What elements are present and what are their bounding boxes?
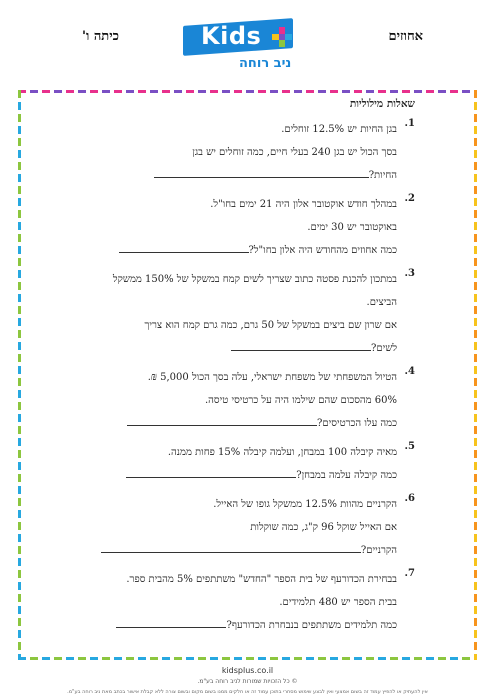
question-line: אם שרון שם ביצים במשקל של 50 גרם, כמה גרם קמח הוא צריך xyxy=(144,320,397,331)
worksheet-content xyxy=(40,98,415,643)
answer-blank[interactable] xyxy=(119,241,249,253)
question-line-answer xyxy=(40,614,397,637)
question-line: באוקטובר יש 30 ימים. xyxy=(307,222,397,233)
logo-subtitle: ניב רוחה xyxy=(239,56,292,71)
frame-top xyxy=(18,90,477,93)
question-text: לשים? xyxy=(371,343,397,354)
answer-blank[interactable] xyxy=(127,414,317,426)
question-number: 2. xyxy=(404,193,415,204)
question-text: החיות? xyxy=(368,170,397,181)
question-line: הביצים. xyxy=(366,297,397,308)
question-5 xyxy=(40,441,415,487)
question-line-answer xyxy=(40,539,397,562)
answer-blank[interactable] xyxy=(231,339,371,351)
question-number: 1. xyxy=(404,118,415,129)
question-4 xyxy=(40,366,415,435)
question-1 xyxy=(40,118,415,187)
answer-blank[interactable] xyxy=(126,466,296,478)
footer-site: kidsplus.co.il xyxy=(221,666,274,675)
question-text: הקרניים? xyxy=(360,545,397,556)
question-text: כמה קיבלה עלמה במבחן? xyxy=(296,470,397,481)
question-text: כמה עלו הכרטיסים? xyxy=(317,418,397,429)
question-text: כמה אחוזים מהחודש היה אלון בחו"ל? xyxy=(248,245,397,256)
question-7 xyxy=(40,568,415,637)
frame-left xyxy=(18,90,21,660)
question-3 xyxy=(40,268,415,360)
question-text: כמה תלמידים משתתפים בנבחרת הכדורעף? xyxy=(226,620,397,631)
question-line: בבית הספר יש 480 תלמידים. xyxy=(279,597,397,608)
kids-plus-logo xyxy=(183,22,303,78)
logo-word: Kids xyxy=(201,22,262,50)
question-line: 60% מהסכום שהם שילמו היה על כרטיסי טיסה. xyxy=(205,395,397,406)
frame-right xyxy=(474,90,477,660)
footer-legal: אין להעתיק או להפיץ עמוד זה בשום אמצעי ואין לבצע שימוש מסחרי בתוכן עמוד זה או חלקים ממנו בשום מקום ובשום צורה ללא קבלת אישור בכתב מאת ניב רוחה בע"מ. xyxy=(67,689,428,695)
question-number: 3. xyxy=(404,268,415,279)
question-line: בסך הכול יש בגן 240 בעלי חיים, כמה זוחלים יש בגן xyxy=(192,147,397,158)
question-line: הטיול המשפחתי של משפחת ישראלי, עלה בסך הכול 5,000 ₪. xyxy=(147,372,397,383)
question-number: 6. xyxy=(404,493,415,504)
question-number: 5. xyxy=(404,441,415,452)
question-line-answer xyxy=(40,164,397,187)
question-line-answer xyxy=(40,464,397,487)
question-line-answer xyxy=(40,337,397,360)
question-line: בבחירת הכדורעף של בית הספר "החדש" משתתפים 5% מהבית ספר. xyxy=(126,574,397,585)
frame-bottom xyxy=(18,657,477,660)
grade-label: כיתה ו' xyxy=(82,29,120,44)
question-6 xyxy=(40,493,415,562)
question-2 xyxy=(40,193,415,262)
answer-blank[interactable] xyxy=(154,166,369,178)
answer-blank[interactable] xyxy=(116,616,226,628)
section-title: שאלות מילוליות xyxy=(349,98,415,110)
question-line: במתכון להכנת פסטה כתוב שצריך לשים קמח במשקל של 150% ממשקל xyxy=(112,274,397,285)
answer-blank[interactable] xyxy=(101,541,361,553)
question-line: אם האייל שוקל 96 ק"ג, כמה שוקלות xyxy=(250,522,397,533)
question-number: 4. xyxy=(404,366,415,377)
question-number: 7. xyxy=(404,568,415,579)
plus-icon xyxy=(271,26,293,48)
worksheet-header xyxy=(0,0,495,88)
question-line: הקרניים מהוות 12.5% ממשקל גופו של האייל. xyxy=(213,499,397,510)
question-line-answer xyxy=(40,412,397,435)
topic-label: אחוזים xyxy=(388,29,423,44)
question-line: במהלך חודש אוקטובר אלון היה 21 ימים בחו"ל. xyxy=(210,199,397,210)
question-line: מאיה קיבלה 100 במבחן, ועלמה קיבלה 15% פחות ממנה. xyxy=(167,447,397,458)
footer-copyright: © כל הזכויות שמורות לניב רוחה בע"מ. xyxy=(197,678,298,685)
question-line-answer xyxy=(40,239,397,262)
question-line: בגן החיות יש 12.5% זוחלים. xyxy=(281,124,397,135)
